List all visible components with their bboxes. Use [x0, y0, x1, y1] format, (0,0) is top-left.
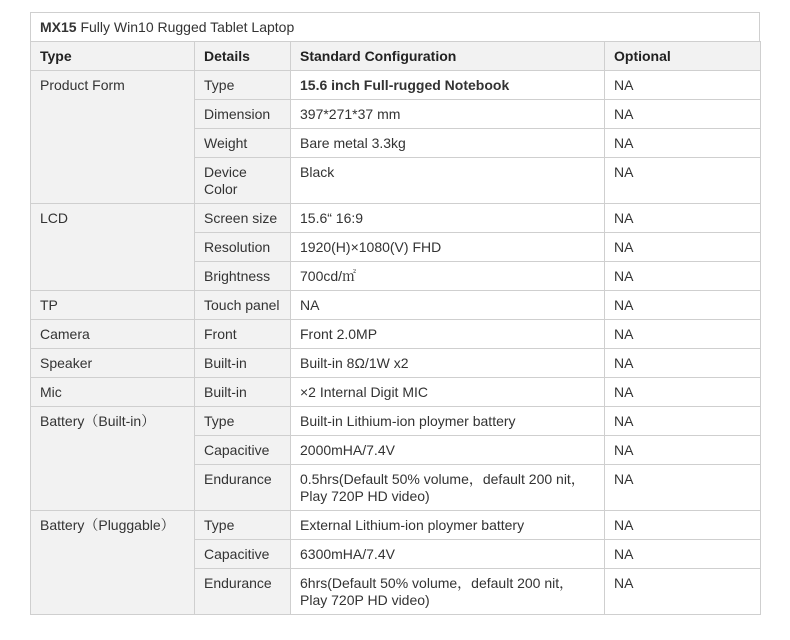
type-cell: Camera [31, 320, 195, 349]
optional-cell: NA [605, 540, 761, 569]
optional-cell: NA [605, 378, 761, 407]
table-row [31, 378, 761, 407]
table-caption [30, 12, 760, 41]
table-row [31, 71, 761, 100]
type-cell: Mic [31, 378, 195, 407]
type-cell: TP [31, 291, 195, 320]
optional-cell: NA [605, 407, 761, 436]
optional-cell: NA [605, 233, 761, 262]
detail-cell: Type [195, 511, 291, 540]
standard-config-cell: 397*271*37 mm [291, 100, 605, 129]
optional-cell: NA [605, 129, 761, 158]
detail-cell: Endurance [195, 465, 291, 511]
table-row [31, 291, 761, 320]
optional-cell: NA [605, 262, 761, 291]
optional-cell: NA [605, 569, 761, 615]
detail-cell: Device Color [195, 158, 291, 204]
standard-config-cell: 2000mHA/7.4V [291, 436, 605, 465]
optional-cell: NA [605, 511, 761, 540]
optional-cell: NA [605, 158, 761, 204]
detail-cell: Resolution [195, 233, 291, 262]
detail-cell: Built-in [195, 378, 291, 407]
table-row [31, 204, 761, 233]
table-row [31, 407, 761, 436]
table-row [31, 349, 761, 378]
spec-table-container [30, 12, 760, 615]
detail-cell: Dimension [195, 100, 291, 129]
model-name: MX15 [40, 19, 77, 35]
detail-cell: Built-in [195, 349, 291, 378]
detail-cell: Touch panel [195, 291, 291, 320]
standard-config-cell: ×2 Internal Digit MIC [291, 378, 605, 407]
header-standard: Standard Configuration [291, 42, 605, 71]
optional-cell: NA [605, 436, 761, 465]
detail-cell: Capacitive [195, 436, 291, 465]
spec-table-body [31, 71, 761, 615]
header-row [31, 42, 761, 71]
standard-config-cell: Bare metal 3.3kg [291, 129, 605, 158]
type-cell: Battery（Pluggable） [31, 511, 195, 615]
standard-config-cell: 6hrs(Default 50% volume，default 200 nit，Play 720P HD video) [291, 569, 605, 615]
header-optional: Optional [605, 42, 761, 71]
optional-cell: NA [605, 100, 761, 129]
standard-config-cell: 700cd/㎡ [291, 262, 605, 291]
standard-config-cell: NA [291, 291, 605, 320]
standard-config-cell: Built-in 8Ω/1W x2 [291, 349, 605, 378]
standard-config-cell: 15.6 inch Full-rugged Notebook [291, 71, 605, 100]
standard-config-cell: External Lithium-ion ploymer battery [291, 511, 605, 540]
caption-title: Fully Win10 Rugged Tablet Laptop [80, 19, 295, 35]
standard-config-cell: 15.6“ 16:9 [291, 204, 605, 233]
type-cell: Speaker [31, 349, 195, 378]
detail-cell: Weight [195, 129, 291, 158]
detail-cell: Type [195, 71, 291, 100]
standard-config-cell: 6300mHA/7.4V [291, 540, 605, 569]
standard-config-cell: Black [291, 158, 605, 204]
detail-cell: Endurance [195, 569, 291, 615]
optional-cell: NA [605, 204, 761, 233]
spec-table [30, 41, 761, 615]
detail-cell: Front [195, 320, 291, 349]
standard-config-cell: 0.5hrs(Default 50% volume，default 200 nit，Play 720P HD video) [291, 465, 605, 511]
optional-cell: NA [605, 291, 761, 320]
optional-cell: NA [605, 320, 761, 349]
optional-cell: NA [605, 71, 761, 100]
detail-cell: Brightness [195, 262, 291, 291]
table-row [31, 320, 761, 349]
detail-cell: Type [195, 407, 291, 436]
type-cell: Product Form [31, 71, 195, 204]
type-cell: Battery（Built-in） [31, 407, 195, 511]
detail-cell: Capacitive [195, 540, 291, 569]
header-details: Details [195, 42, 291, 71]
header-type: Type [31, 42, 195, 71]
detail-cell: Screen size [195, 204, 291, 233]
standard-config-cell: Built-in Lithium-ion ploymer battery [291, 407, 605, 436]
optional-cell: NA [605, 465, 761, 511]
table-row [31, 511, 761, 540]
type-cell: LCD [31, 204, 195, 291]
standard-config-cell: Front 2.0MP [291, 320, 605, 349]
standard-config-cell: 1920(H)×1080(V) FHD [291, 233, 605, 262]
optional-cell: NA [605, 349, 761, 378]
